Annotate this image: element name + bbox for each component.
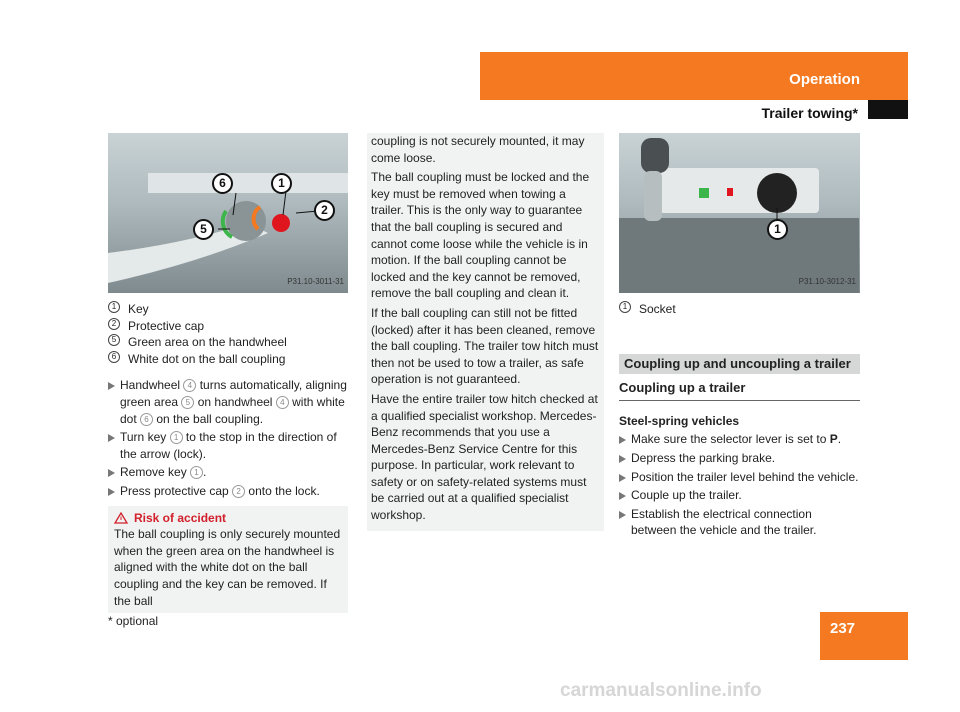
callout-6: 6 <box>212 173 233 194</box>
right-column <box>619 133 860 541</box>
paragraph: The ball coupling must be locked and the key must be removed when towing a trailer. This is the only way to guarantee that the ball coupling is secured and cannot come loose while the vehicle is in motion. If the ball coupling cannot be locked and the key cannot be removed, remove the ball coupling and clean it. <box>371 170 590 301</box>
number-badge: 5 <box>108 334 120 346</box>
number-badge: 6 <box>108 351 120 363</box>
legend-item <box>108 301 348 318</box>
warning-text: The ball coupling is only securely mounted when the green area on the handwheel is aligned with the white dot on the ball coupling and the key can be removed. If the ball <box>114 527 341 608</box>
subsection-title: Trailer towing* <box>761 105 858 121</box>
paragraph: If the ball coupling can still not be fitted (locked) after it has been cleaned, remove the ball coupling. The trailer tow hitch must then not be used to tow a trailer, as safe operation is not guaranteed. <box>371 305 599 387</box>
legend-text: Key <box>128 302 149 316</box>
step: Position the trailer level behind the vehicle. <box>619 469 860 486</box>
step: Turn key 1 to the stop in the direction of the arrow (lock). <box>108 429 348 462</box>
step: Make sure the selector lever is set to P. <box>619 431 860 448</box>
step: Couple up the trailer. <box>619 487 860 504</box>
legend-text: White dot on the ball coupling <box>128 351 286 366</box>
footnote: * optional <box>108 614 159 628</box>
figure-code: P31.10-3011-31 <box>287 277 344 287</box>
left-column <box>108 133 348 613</box>
warning-title: Risk of accident <box>134 510 227 525</box>
page-number: 237 <box>830 620 856 637</box>
warning-box <box>108 506 348 614</box>
paragraph: Have the entire trailer tow hitch checked at a qualified specialist workshop. Mercedes-Benz recommends that you use a Mercedes-Benz Service Centre for this purpose. In particular, work relevant to safety or on safety-related systems must be carried out at a qualified specialist workshop. <box>371 391 598 523</box>
legend-text: Protective cap <box>128 318 205 333</box>
figure-legend <box>619 301 860 318</box>
legend-item <box>619 301 860 318</box>
socket-illustration <box>619 133 859 293</box>
instruction-steps <box>619 431 860 539</box>
section-title: Operation <box>789 71 860 88</box>
legend-item <box>108 334 348 351</box>
legend-text: Socket <box>639 302 676 316</box>
step: Handwheel 4 turns automatically, aligning green area 5 on handwheel 4 with white dot 6 on the ball coupling. <box>108 377 348 427</box>
number-badge: 1 <box>108 301 120 313</box>
step: Press protective cap 2 onto the lock. <box>108 483 348 500</box>
step: Remove key 1 . <box>108 464 348 481</box>
callout-1: 1 <box>767 219 788 240</box>
legend-item <box>108 351 348 368</box>
socket-figure <box>619 133 860 293</box>
instruction-steps <box>108 377 348 499</box>
warning-continuation <box>367 133 604 531</box>
header-marker <box>868 100 908 119</box>
section-heading: Coupling up and uncoupling a trailer <box>619 354 860 375</box>
number-badge: 1 <box>619 301 631 313</box>
subsection-heading: Coupling up a trailer <box>619 380 860 401</box>
ball-coupling-illustration <box>108 133 348 293</box>
callout-2: 2 <box>314 200 335 221</box>
page-number-box <box>820 612 908 660</box>
watermark: carmanualsonline.info <box>560 680 762 701</box>
legend-item <box>108 318 348 335</box>
middle-column <box>367 133 604 531</box>
ball-coupling-figure <box>108 133 348 293</box>
section-header <box>480 52 908 100</box>
paragraph: coupling is not securely mounted, it may come loose. <box>371 134 585 165</box>
callout-5: 5 <box>193 219 214 240</box>
subheading: Steel-spring vehicles <box>619 413 740 428</box>
legend-text: Green area on the handwheel <box>128 335 287 350</box>
callout-1: 1 <box>271 173 292 194</box>
step: Establish the electrical connection between the vehicle and the trailer. <box>619 506 860 539</box>
warning-triangle-icon <box>114 512 128 524</box>
figure-legend <box>108 301 348 367</box>
number-badge: 2 <box>108 318 120 330</box>
step: Depress the parking brake. <box>619 450 860 467</box>
figure-code: P31.10-3012-31 <box>798 277 856 287</box>
